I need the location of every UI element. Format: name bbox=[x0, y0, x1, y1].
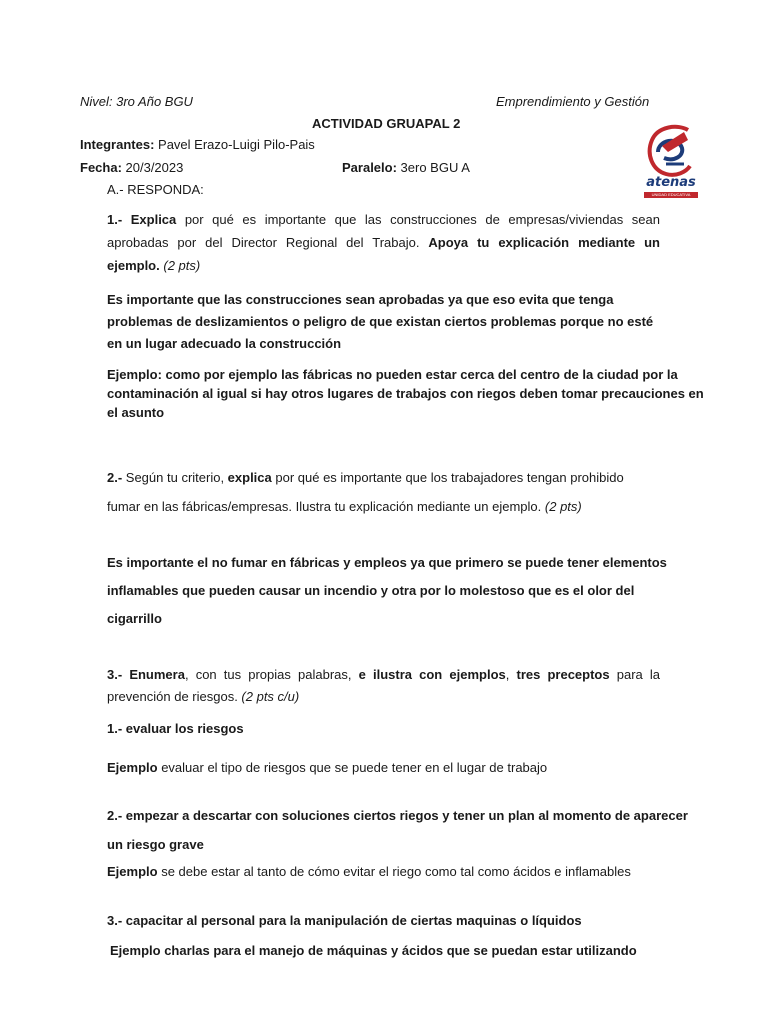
q2-text-1b: por qué es importante que los trabajadores tengan prohibido bbox=[271, 470, 624, 485]
q1-line-2 bbox=[107, 231, 660, 254]
q1-points: (2 pts) bbox=[159, 258, 201, 273]
q2-text-2: fumar en las fábricas/empresas. Ilustra tu explicación mediante un ejemplo. bbox=[107, 499, 542, 514]
q1-answer-line-1: Es importante que las construcciones sean aprobadas ya que eso evita que tenga bbox=[107, 292, 614, 307]
section-a-heading: A.- RESPONDA: bbox=[107, 182, 204, 197]
q3-item-2-example-text: se debe estar al tanto de cómo evitar el riego como tal como ácidos e inflamables bbox=[157, 864, 631, 879]
document-title: ACTIVIDAD GRUAPAL 2 bbox=[312, 116, 461, 131]
logo-subtext: UNIDAD EDUCATIVA bbox=[644, 192, 698, 198]
q1-verb: Explica bbox=[130, 212, 177, 227]
q2-points: (2 pts) bbox=[541, 499, 582, 514]
integrantes-value: Pavel Erazo-Luigi Pilo-Pais bbox=[154, 137, 315, 152]
q1-example-line-3: el asunto bbox=[107, 405, 165, 420]
q3-bold-2: e ilustra con ejemplos bbox=[358, 667, 506, 682]
fecha-value: 20/3/2023 bbox=[121, 160, 184, 175]
q1-line-1 bbox=[107, 208, 660, 231]
q3-item-3-title: 3.- capacitar al personal para la manipulación de ciertas maquinas o líquidos bbox=[107, 913, 582, 928]
q2-line-2 bbox=[107, 499, 582, 514]
q3-item-2-example bbox=[107, 864, 631, 879]
q1-line-3 bbox=[107, 254, 200, 277]
q1-example-line-1: Ejemplo: como por ejemplo las fábricas no pueden estar cerca del centro de la ciudad por la bbox=[107, 367, 678, 382]
paralelo-line bbox=[342, 160, 470, 175]
q3-item-2-title-line-2: un riesgo grave bbox=[107, 837, 204, 852]
q3-points: (2 pts c/u) bbox=[237, 689, 300, 704]
q3-item-1-example bbox=[107, 760, 547, 775]
q3-text-1c: , bbox=[505, 667, 517, 682]
q2-answer-line-1: Es importante el no fumar en fábricas y empleos ya que primero se puede tener elementos bbox=[107, 555, 667, 570]
fecha-line bbox=[80, 160, 183, 175]
q1-text-1: por qué es importante que las construcciones de empresas/viviendas sean bbox=[176, 212, 660, 227]
q2-text-1a: Según tu criterio, bbox=[122, 470, 228, 485]
q3-number: 3.- bbox=[107, 667, 130, 682]
integrantes-label: Integrantes: bbox=[80, 137, 155, 152]
q1-number: 1.- bbox=[107, 212, 131, 227]
q1-text-2b: Apoya tu explicación mediante un bbox=[428, 235, 660, 250]
q3-line-2 bbox=[107, 689, 299, 704]
q1-answer-line-3: en un lugar adecuado la construcción bbox=[107, 336, 342, 351]
q3-item-2-title-line-1: 2.- empezar a descartar con soluciones ciertos riegos y tener un plan al momento de aparecer bbox=[107, 808, 688, 823]
q3-item-2-example-label: Ejemplo bbox=[107, 864, 158, 879]
q2-answer-line-3: cigarrillo bbox=[107, 611, 162, 626]
logo-text: atenas bbox=[646, 175, 696, 190]
q1-example-line-2: contaminación al igual si hay otros lugares de trabajos con riegos deben tomar precauciones en bbox=[107, 386, 704, 401]
q2-verb: explica bbox=[227, 470, 272, 485]
q1-text-2a: aprobadas por del Director Regional del Trabajo. bbox=[107, 235, 429, 250]
q3-bold-3: tres preceptos bbox=[516, 667, 610, 682]
q1-text-3: ejemplo. bbox=[107, 258, 160, 273]
q2-number: 2.- bbox=[107, 470, 123, 485]
paralelo-label: Paralelo: bbox=[342, 160, 397, 175]
q3-item-3-example-label: Ejemplo bbox=[110, 943, 161, 958]
paralelo-value: 3ero BGU A bbox=[396, 160, 470, 175]
q3-item-3-example-text: charlas para el manejo de máquinas y ácidos que se puedan estar utilizando bbox=[160, 943, 637, 958]
q2-answer-line-2: inflamables que pueden causar un incendio y otra por lo molestoso que es el olor del bbox=[107, 583, 635, 598]
integrantes-line bbox=[80, 137, 315, 152]
q3-text-1d: para la bbox=[609, 667, 661, 682]
q3-verb: Enumera bbox=[129, 667, 185, 682]
school-logo bbox=[644, 122, 698, 200]
nivel-label: Nivel: 3ro Año BGU bbox=[80, 94, 193, 109]
q3-text-1b: , con tus propias palabras, bbox=[184, 667, 359, 682]
q3-item-3-example bbox=[110, 943, 637, 958]
q3-item-1-example-label: Ejemplo bbox=[107, 760, 158, 775]
fecha-label: Fecha: bbox=[80, 160, 122, 175]
q1-answer-line-2: problemas de deslizamientos o peligro de que existan ciertos problemas porque no esté bbox=[107, 314, 654, 329]
q3-item-1-title: 1.- evaluar los riesgos bbox=[107, 721, 244, 736]
subject-label: Emprendimiento y Gestión bbox=[496, 94, 650, 109]
q3-text-2: prevención de riesgos. bbox=[107, 689, 238, 704]
q3-item-1-example-text: evaluar el tipo de riesgos que se puede tener en el lugar de trabajo bbox=[157, 760, 548, 775]
q3-line-1 bbox=[107, 667, 660, 682]
q2-line-1 bbox=[107, 470, 624, 485]
